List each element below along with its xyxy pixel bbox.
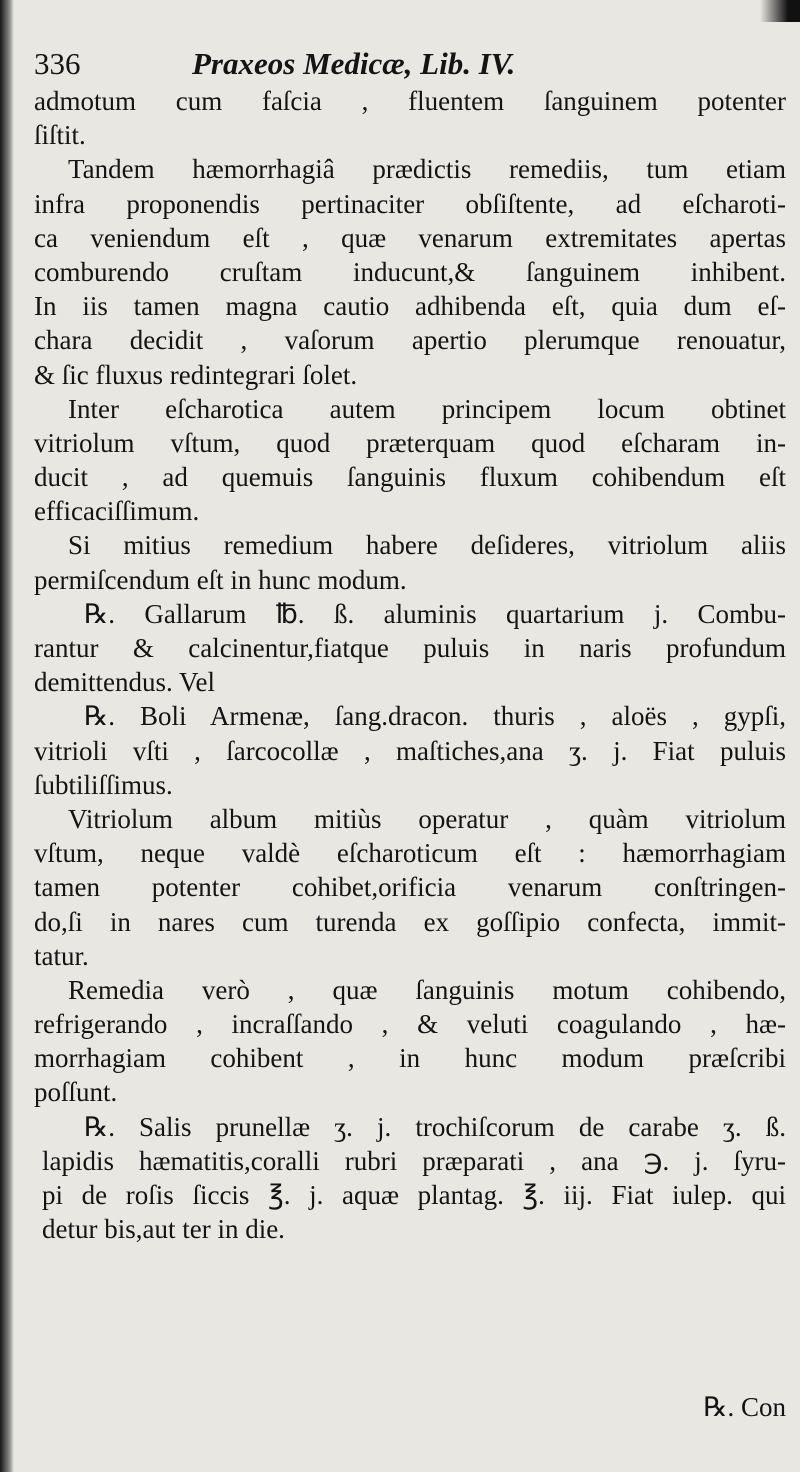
text-line: infra proponendis pertinaciter obſiſtente, ad eſcharoti- — [34, 188, 786, 219]
text-line: Si mitius remedium habere deſideres, vitriolum aliis — [68, 530, 786, 561]
text-line: vſtum, neque valdè eſcharoticum eſt : hæmorrhagiam — [34, 838, 786, 869]
text-line: pi de roſis ſiccis ℥. j. aquæ plantag. ℥. iij. Fiat iulep. qui — [42, 1180, 786, 1210]
text-line: lapidis hæmatitis,coralli rubri præparati , ana ℈. j. ſyru- — [42, 1145, 786, 1176]
text-line: & ſic fluxus redintegrari ſolet. — [34, 359, 358, 390]
text-line: tatur. — [34, 940, 89, 971]
text-line: ca veniendum eſt , quæ venarum extremitates apertas — [34, 222, 786, 253]
text-line: do,ſi in nares cum turenda ex goſſipio confecta, immit- — [34, 906, 786, 937]
page-header — [34, 44, 786, 84]
text-line: Inter eſcharotica autem principem locum obtinet — [68, 393, 786, 424]
text-line: detur bis,aut ter in die. — [42, 1214, 285, 1245]
text-line: Vitriolum album mitiùs operatur , quàm vitriolum — [68, 803, 786, 834]
text-line: ducit , ad quemuis ſanguinis fluxum cohibendum eſt — [34, 462, 786, 493]
page-corner-shadow — [760, 0, 800, 22]
text-line: demittendus. Vel — [34, 667, 215, 698]
gutter-shadow — [0, 0, 14, 1472]
text-line: tamen potenter cohibet,orificia venarum conſtringen- — [34, 872, 786, 903]
text-line: admotum cum faſcia , fluentem ſanguinem potenter — [34, 86, 786, 116]
text-line: poſſunt. — [34, 1077, 118, 1108]
page-number: 336 — [34, 46, 81, 81]
text-line: comburendo cruſtam inducunt,& ſanguinem inhibent. — [34, 256, 786, 287]
text-line: vitrioli vſti , ſarcocollæ , maſtiches,ana ʒ. j. Fiat puluis — [34, 735, 786, 766]
text-line: permiſcendum eſt in hunc modum. — [34, 564, 407, 595]
catchword: ℞. Con — [703, 1392, 786, 1422]
text-line: ℞. Salis prunellæ ʒ. j. trochiſcorum de carabe ʒ. ß. — [84, 1111, 786, 1142]
text-line: refrigerando , incraſſando , & veluti coagulando , hæ- — [34, 1009, 786, 1040]
text-line: ℞. Boli Armenæ, ſang.dracon. thuris , aloës , gypſi, — [84, 701, 786, 732]
text-line: ℞. Gallarum ℔. ß. aluminis quartarium j. Combu- — [84, 598, 786, 629]
text-line: morrhagiam cohibent , in hunc modum præſcribi — [34, 1043, 786, 1074]
text-line: chara decidit , vaſorum apertio plerumque renouatur, — [34, 325, 786, 356]
text-line: efficaciſſimum. — [34, 496, 200, 527]
text-line: rantur & calcinentur,fiatque puluis in naris profundum — [34, 633, 786, 663]
body-text — [34, 84, 786, 1246]
page-text — [34, 44, 786, 1246]
running-head: Praxeos Medicæ, Lib. IV. — [192, 46, 516, 81]
text-line: In iis tamen magna cautio adhibenda eſt, quia dum eſ- — [34, 291, 786, 322]
text-line: vitriolum vſtum, quod præterquam quod eſcharam in- — [34, 427, 786, 458]
text-line: ſiſtit. — [34, 120, 86, 151]
text-line: ſubtiliſſimus. — [34, 769, 173, 800]
text-line: Remedia verò , quæ ſanguinis motum cohibendo, — [68, 974, 786, 1005]
text-line: Tandem hæmorrhagiâ prædictis remediis, tum etiam — [68, 154, 786, 185]
